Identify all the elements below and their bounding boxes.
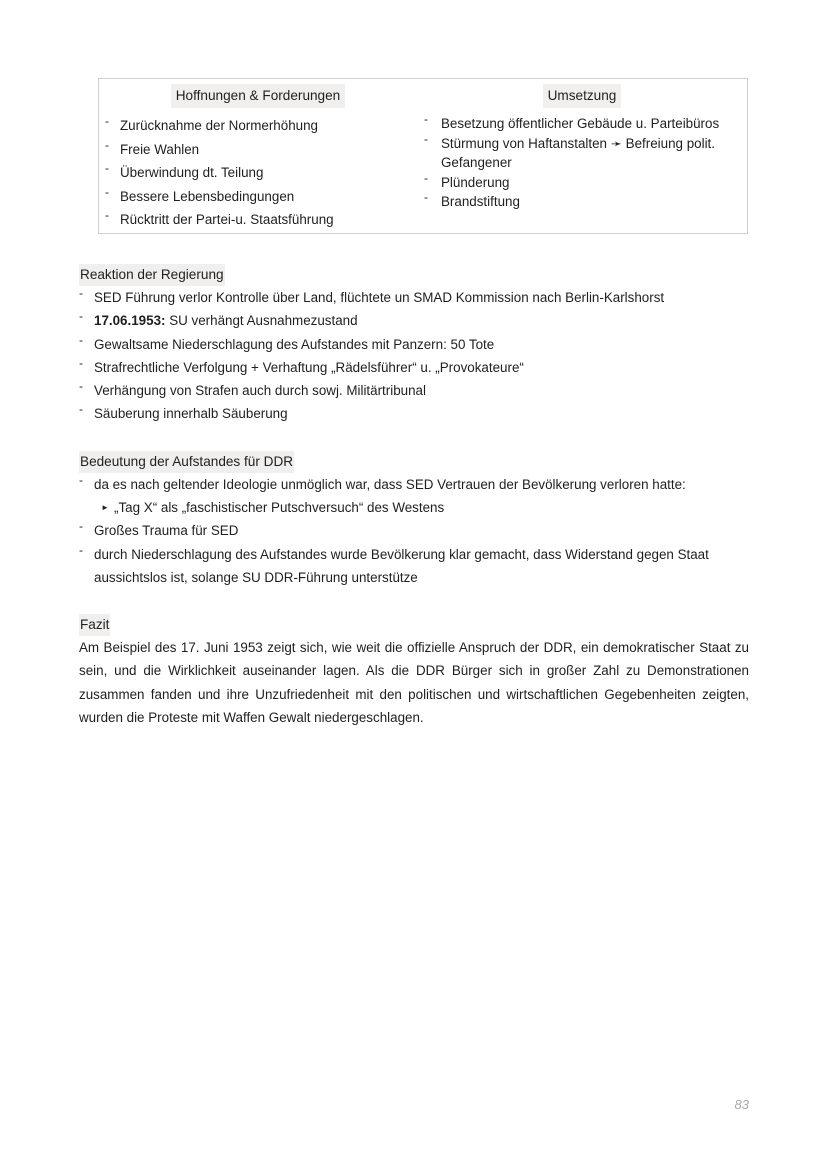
sub-list-item: ► „Tag X“ als „faschistischer Putschversuch“ des Westens [94, 496, 749, 519]
government-reaction-section [79, 263, 749, 426]
list-item: - Bessere Lebensbedingungen [105, 184, 295, 204]
list-item: - Besetzung öffentlicher Gebäude u. Parteibüros [424, 112, 720, 131]
list-item: - Überwindung dt. Teilung [105, 161, 264, 180]
hopes-implementation-table [98, 78, 748, 234]
list-item: - da es nach geltender Ideologie unmöglich war, dass SED Vertrauen der Bevölkerung verloren hatte: ► „Tag X“ als „faschistischer Putschversuch“ des Westens [79, 473, 749, 519]
implementation-column-header: Umsetzung [543, 84, 622, 108]
section-heading: Fazit [79, 614, 110, 636]
conclusion-section [79, 613, 749, 729]
conclusion-paragraph: Am Beispiel des 17. Juni 1953 zeigt sich, wie weit die offizielle Anspruch der DDR, ein demokratischer Staat zu sein, und die Wirklichkeit auseinander lagen. Als die DDR Bürger sich in großer Zahl zu Demonstrationen zusammen fanden und ihre Unzufriedenheit mit den politischen und wirtschaftlichen Gegebenheiten zeigten, wurden die Proteste mit Waffen Gewalt niedergeschlagen. [79, 640, 749, 725]
significance-list [79, 473, 749, 589]
list-item: - Brandstiftung [424, 190, 520, 210]
list-item: - Strafrechtliche Verfolgung + Verhaftung „Rädelsführer“ u. „Provokateure“ [79, 355, 524, 375]
list-item: - Rücktritt der Partei-u. Staatsführung [105, 208, 334, 227]
date-label: 17.06.1953: [94, 313, 166, 329]
list-item: - Stürmung von Haftanstalten ➛ Befreiung polit. Gefangener [424, 131, 715, 171]
implementation-column [417, 79, 747, 212]
list-item: - Verhängung von Strafen auch durch sowj. Militärtribunal [79, 379, 426, 399]
list-item: - Großes Trauma für SED [79, 519, 239, 539]
section-heading: Bedeutung der Aufstandes für DDR [79, 451, 294, 473]
page-number: 83 [734, 1097, 749, 1112]
implementation-list [417, 114, 747, 212]
section-heading: Reaktion der Regierung [79, 264, 225, 286]
reaction-list [79, 286, 749, 426]
hopes-column [99, 79, 417, 232]
list-item: - SED Führung verlor Kontrolle über Land, flüchtete un SMAD Kommission nach Berlin-Karlshorst [79, 286, 665, 305]
triangle-bullet-icon: ► [101, 503, 109, 513]
list-item: - Plünderung [424, 170, 510, 190]
list-item: - Freie Wahlen [105, 137, 200, 157]
significance-section [79, 450, 749, 589]
list-item: - 17.06.1953: SU verhängt Ausnahmezustand [79, 309, 358, 329]
list-item: - durch Niederschlagung des Aufstandes wurde Bevölkerung klar gemacht, dass Widerstand gegen Staat aussichtslos ist, solange SU DDR-Führung unterstütze [79, 542, 709, 585]
hopes-list [99, 114, 417, 232]
list-item: - Säuberung innerhalb Säuberung [79, 402, 288, 422]
hopes-column-header: Hoffnungen & Forderungen [171, 84, 346, 108]
list-item: - Gewaltsame Niederschlagung des Aufstandes mit Panzern: 50 Tote [79, 332, 495, 352]
list-item: - Zurücknahme der Normerhöhung [105, 114, 318, 133]
